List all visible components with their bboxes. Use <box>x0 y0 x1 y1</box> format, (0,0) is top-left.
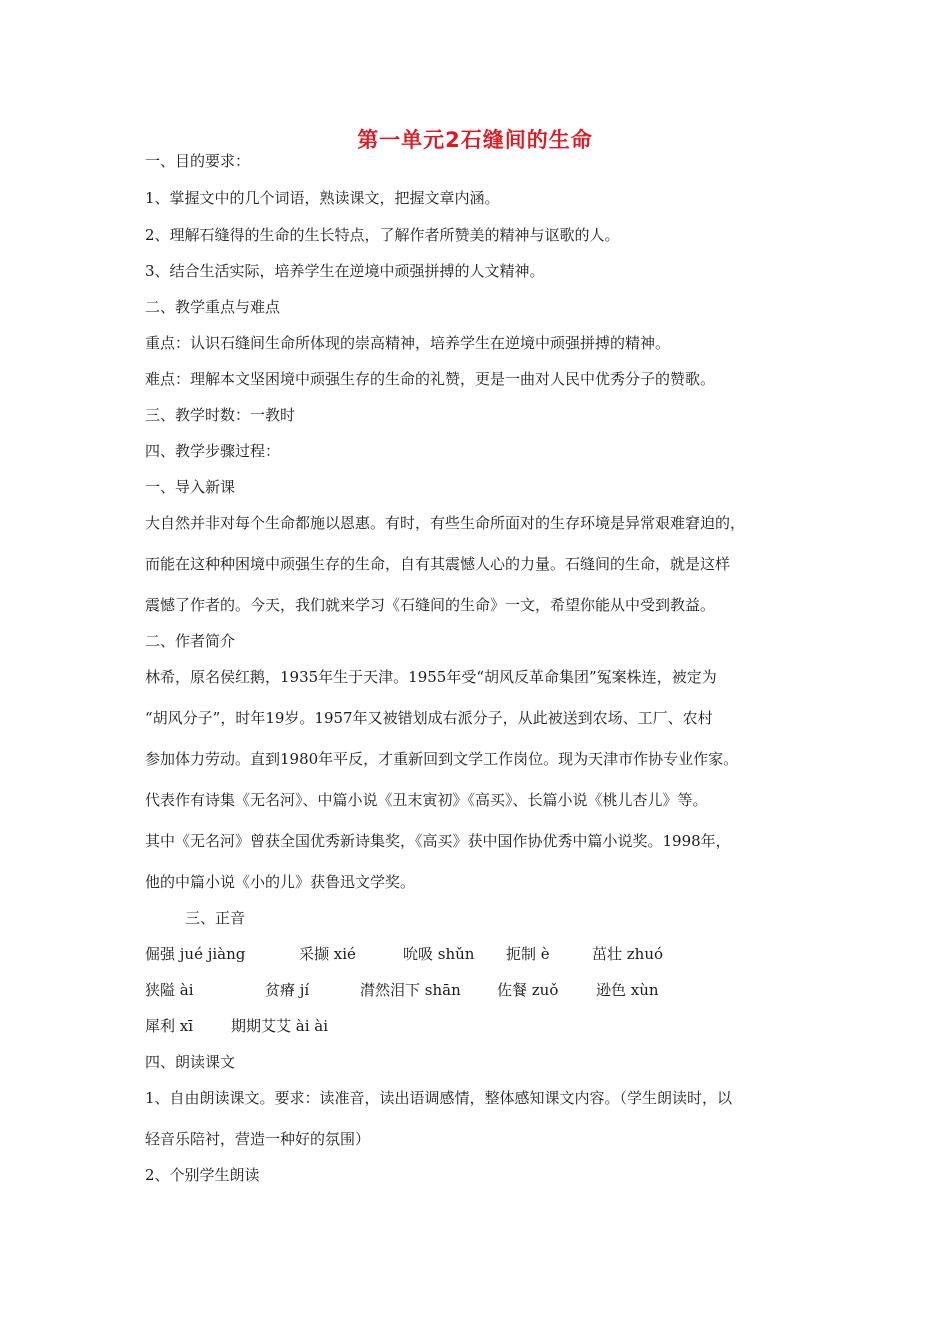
paragraph-line: 而能在这种种困境中顽强生存的生命，自有其震憾人心的力量。石缝间的生命，就是这样 <box>145 555 731 573</box>
paragraph-line: 他的中篇小说《小的儿》获鲁迅文学奖。 <box>145 873 416 891</box>
heading-hours: 三、教学时数：一教时 <box>145 406 296 424</box>
heading-goals: 一、目的要求： <box>145 152 251 170</box>
pinyin-item: 佐餐 zuǒ <box>497 981 559 999</box>
pinyin-item: 倔强 jué jiàng <box>145 945 246 963</box>
pinyin-item: 吮吸 shǔn <box>403 945 475 963</box>
paragraph-line: 其中《无名河》曾获全国优秀新诗集奖，《高买》获中国作协优秀中篇小说奖。1998年， <box>145 832 731 850</box>
pinyin-item: 扼制 è <box>506 945 550 963</box>
heading-pronunciation: 三、正音 <box>185 909 246 927</box>
pinyin-item: 潸然泪下 shān <box>360 981 461 999</box>
heading-reading: 四、朗读课文 <box>145 1053 236 1071</box>
heading-key-points: 二、教学重点与难点 <box>145 298 281 316</box>
pinyin-item: 犀利 xī <box>145 1017 194 1035</box>
pinyin-item: 逊色 xùn <box>596 981 659 999</box>
paragraph-line: 林希，原名侯红鹅，1935年生于天津。1955年受“胡风反革命集团”冤案株连，被定为 <box>145 668 717 686</box>
pinyin-item: 茁壮 zhuó <box>592 945 664 963</box>
difficulty-text: 难点：理解本文坚困境中顽强生存的生命的礼赞，更是一曲对人民中优秀分子的赞歌。 <box>145 370 716 388</box>
paragraph-line: 参加体力劳动。直到1980年平反，才重新回到文学工作岗位。现为天津市作协专业作家。 <box>145 750 739 768</box>
goal-item: 1、掌握文中的几个词语，熟读课文，把握文章内涵。 <box>145 189 500 207</box>
key-point-text: 重点：认识石缝间生命所体现的崇高精神，培养学生在逆境中顽强拼搏的精神。 <box>145 334 671 352</box>
goal-item: 3、结合生活实际，培养学生在逆境中顽强拼搏的人文精神。 <box>145 262 545 280</box>
pinyin-item: 贫瘠 jí <box>265 981 310 999</box>
paragraph-line: 2、个别学生朗读 <box>145 1166 260 1184</box>
heading-intro: 一、导入新课 <box>145 478 236 496</box>
pinyin-item: 采撷 xié <box>299 945 356 963</box>
paragraph-line: 1、自由朗读课文。要求：读准音，读出语调感情，整体感知课文内容。（学生朗读时，以 <box>145 1089 733 1107</box>
paragraph-line: 大自然并非对每个生命都施以恩惠。有时，有些生命所面对的生存环境是异常艰难窘迫的， <box>145 514 746 532</box>
pinyin-item: 狭隘 ài <box>145 981 194 999</box>
paragraph-line: 代表作有诗集《无名河》、中篇小说《丑末寅初》《高买》、长篇小说《桃儿杏儿》等。 <box>145 791 708 809</box>
paragraph-line: 震憾了作者的。今天，我们就来学习《石缝间的生命》一文，希望你能从中受到教益。 <box>145 596 716 614</box>
heading-author: 二、作者简介 <box>145 632 236 650</box>
heading-steps: 四、教学步骤过程： <box>145 442 281 460</box>
goal-item: 2、理解石缝得的生命的生长特点，了解作者所赞美的精神与讴歌的人。 <box>145 226 620 244</box>
pinyin-item: 期期艾艾 ài ài <box>231 1017 329 1035</box>
paragraph-line: 轻音乐陪衬，营造一种好的氛围） <box>145 1130 371 1148</box>
paragraph-line: “胡风分子”，时年19岁。1957年又被错划成右派分子，从此被送到农场、工厂、农村 <box>145 709 713 727</box>
document-title: 第一单元2石缝间的生命 <box>357 128 593 152</box>
